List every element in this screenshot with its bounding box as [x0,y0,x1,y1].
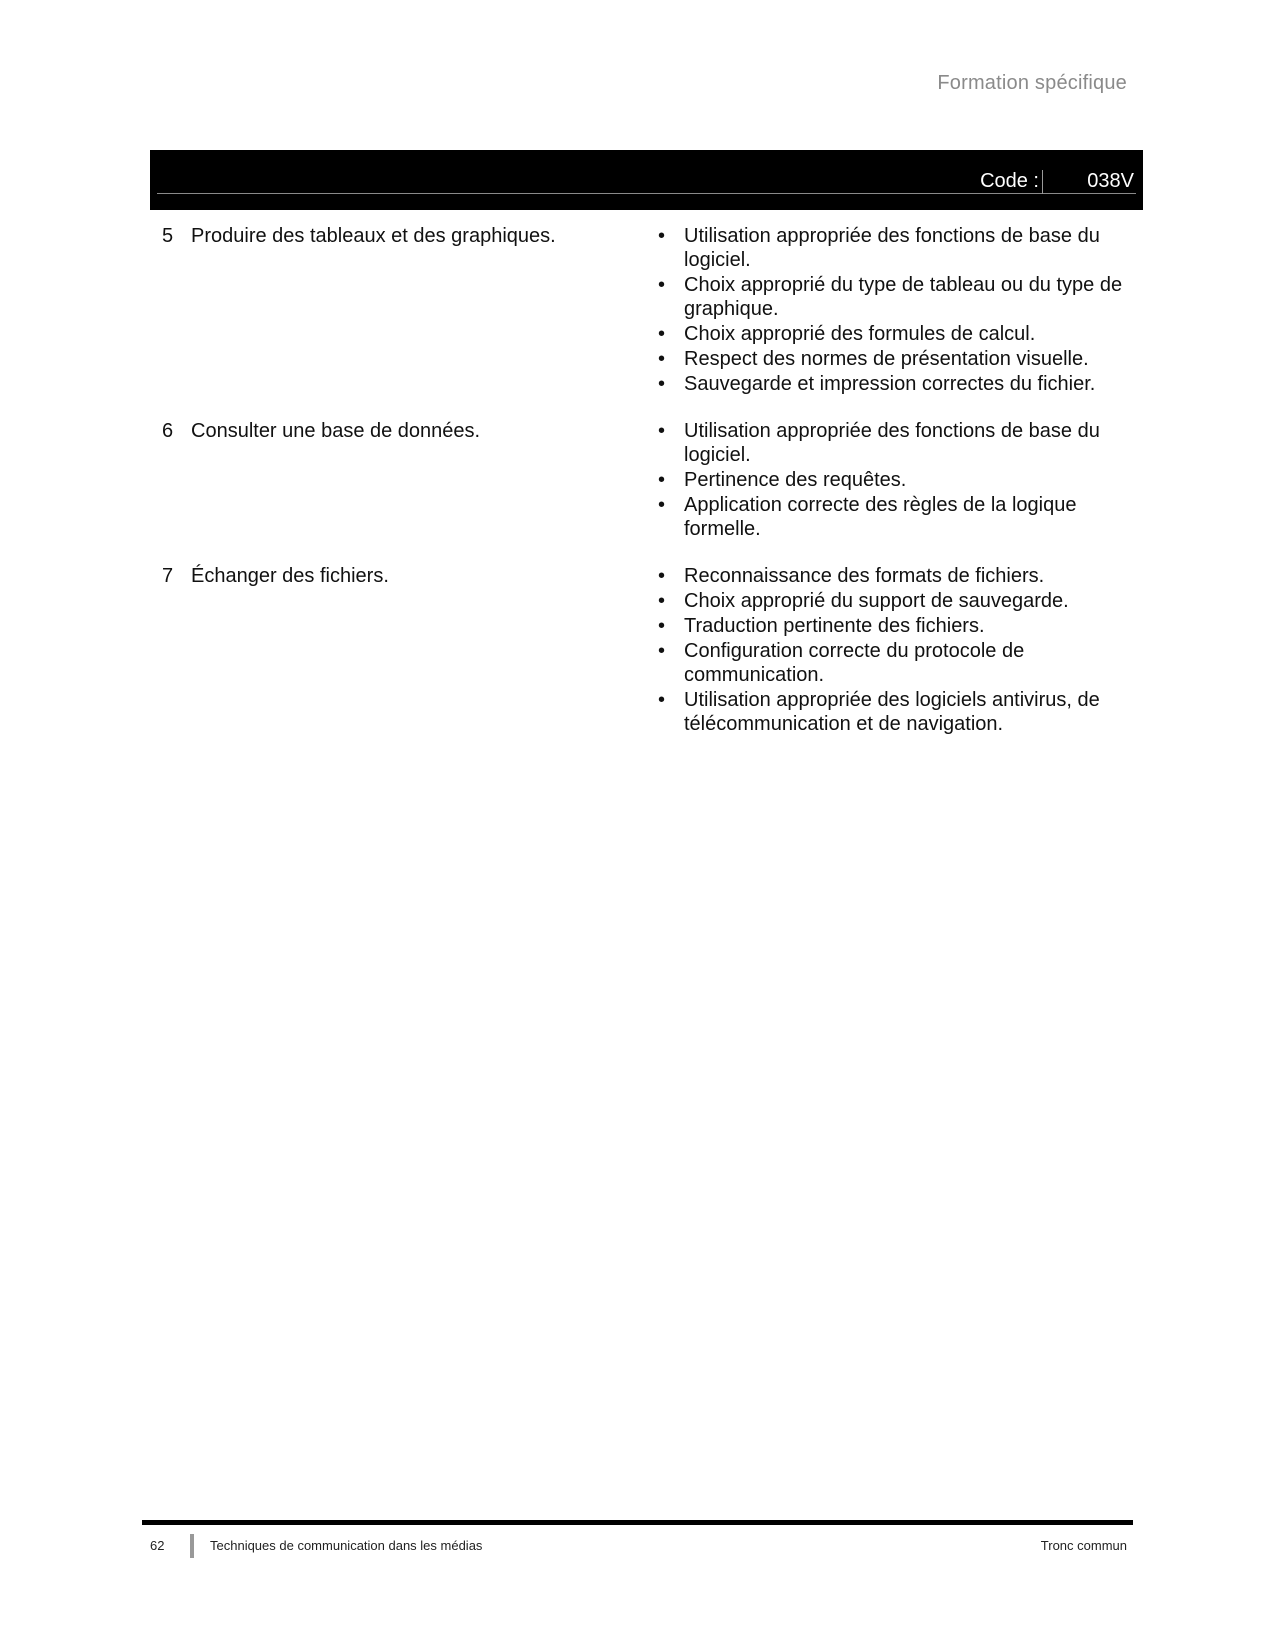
footer-program-title: Techniques de communication dans les médias [210,1538,483,1553]
criteria-text: Utilisation appropriée des fonctions de base du logiciel. [684,225,1100,271]
bullet-icon: • [658,469,666,491]
bullet-icon: • [658,590,666,612]
criteria-list [652,564,1140,736]
criteria-item [652,322,1140,346]
item-title: Consulter une base de données. [191,420,481,442]
criteria-text: Utilisation appropriée des fonctions de base du logiciel. [684,420,1100,466]
bullet-icon: • [658,420,666,442]
criteria-text: Pertinence des requêtes. [684,469,907,491]
code-label: Code : [980,170,1039,192]
item-element [150,224,652,397]
item-element [150,419,652,542]
item-title: Produire des tableaux et des graphiques. [191,225,556,247]
code-bar-rule [157,193,1136,194]
criteria-list [652,224,1140,396]
bullet-icon: • [658,494,666,516]
page-number: 62 [150,1538,165,1553]
competency-items [150,224,1140,759]
footer-section: Tronc commun [1040,1538,1127,1553]
bullet-icon: • [658,225,666,247]
competency-item [150,419,1140,542]
criteria-item [652,564,1140,588]
item-number: 6 [162,420,174,442]
criteria-list [652,419,1140,541]
bullet-icon: • [658,565,666,587]
criteria-item [652,493,1140,541]
criteria-text: Application correcte des règles de la logique formelle. [684,494,1077,540]
criteria-text: Reconnaissance des formats de fichiers. [684,565,1045,587]
criteria-text: Choix approprié du type de tableau ou du type de graphique. [684,274,1123,320]
running-header-title: Formation spécifique [937,72,1127,94]
criteria-text: Configuration correcte du protocole de communication. [684,640,1025,686]
criteria-text: Choix approprié des formules de calcul. [684,323,1036,345]
criteria-text: Choix approprié du support de sauvegarde. [684,590,1069,612]
criteria-item [652,347,1140,371]
code-value: 038V [1087,170,1134,192]
item-criteria [652,564,1140,737]
code-header-bar [150,150,1143,210]
criteria-text: Utilisation appropriée des logiciels antivirus, de télécommunication et de navigation. [684,689,1100,735]
criteria-item [652,614,1140,638]
criteria-item [652,589,1140,613]
criteria-item [652,639,1140,687]
bullet-icon: • [658,348,666,370]
item-title: Échanger des fichiers. [191,565,389,587]
code-separator [1042,170,1043,194]
criteria-item [652,688,1140,736]
item-criteria [652,224,1140,397]
competency-item [150,564,1140,737]
bullet-icon: • [658,689,666,711]
criteria-item [652,372,1140,396]
criteria-text: Respect des normes de présentation visuelle. [684,348,1089,370]
bullet-icon: • [658,323,666,345]
footer-separator [190,1534,194,1558]
criteria-item [652,224,1140,272]
criteria-text: Sauvegarde et impression correctes du fichier. [684,373,1096,395]
criteria-item [652,468,1140,492]
item-criteria [652,419,1140,542]
criteria-item [652,419,1140,467]
item-element [150,564,652,737]
criteria-item [652,273,1140,321]
criteria-text: Traduction pertinente des fichiers. [684,615,985,637]
competency-item [150,224,1140,397]
bullet-icon: • [658,373,666,395]
footer-rule [142,1520,1133,1525]
bullet-icon: • [658,640,666,662]
bullet-icon: • [658,274,666,296]
bullet-icon: • [658,615,666,637]
item-number: 7 [162,565,174,587]
item-number: 5 [162,225,174,247]
